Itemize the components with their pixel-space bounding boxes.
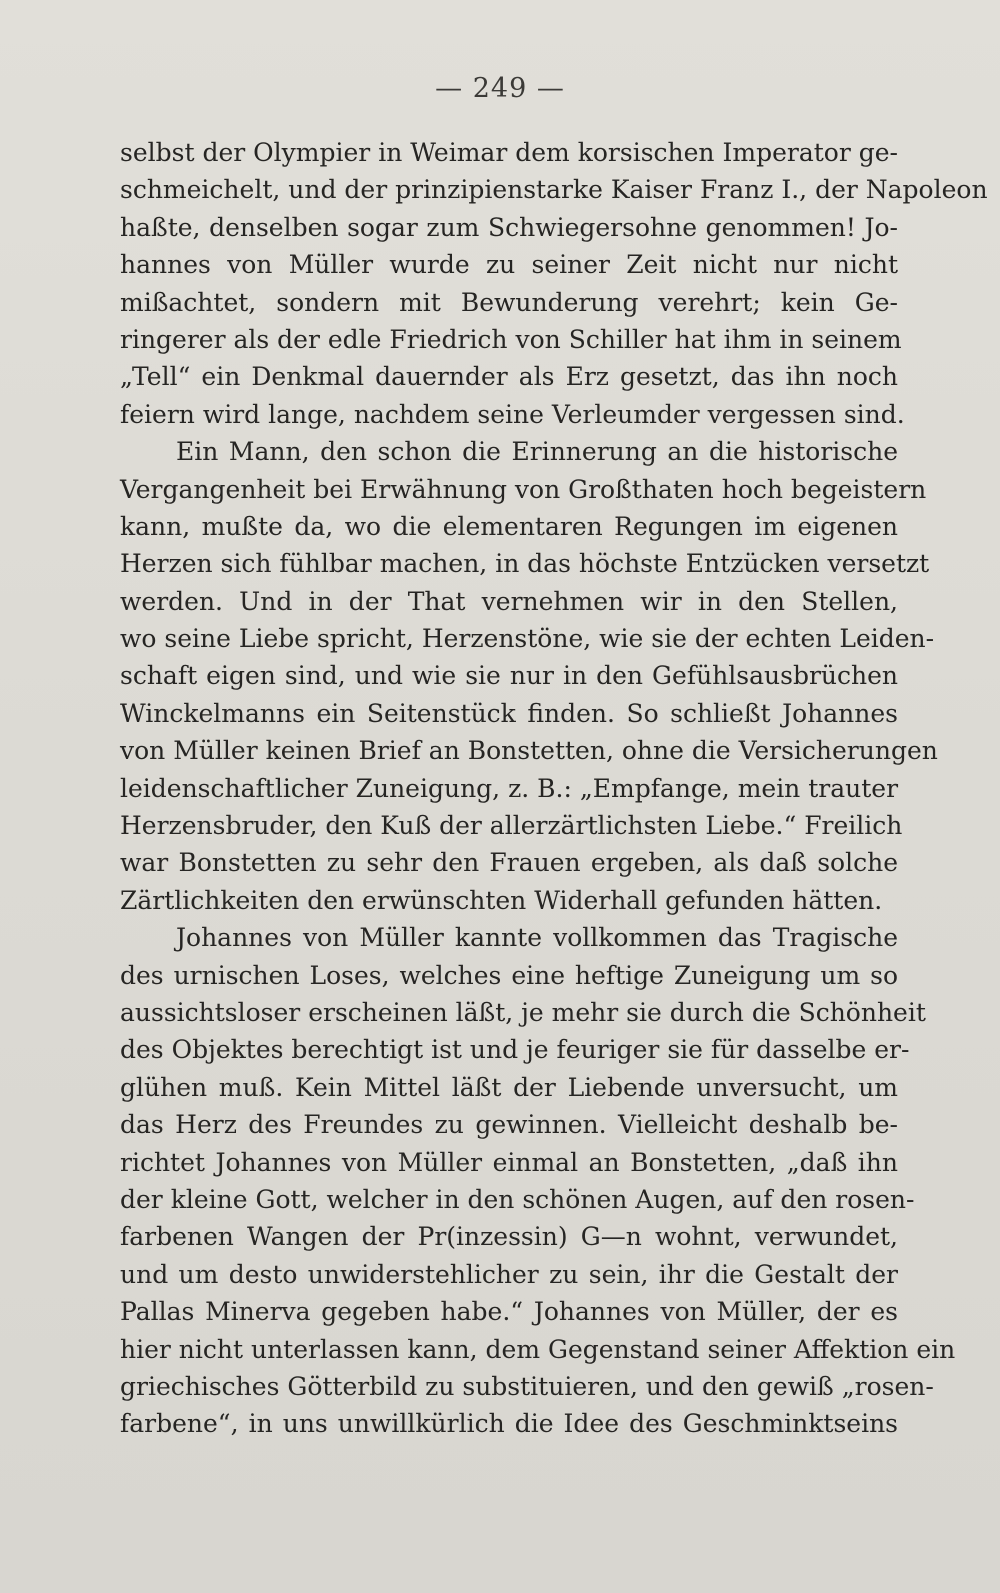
text-line: richtet Johannes von Müller einmal an Bonstetten, „daß ihn [120,1147,898,1177]
text-line: haßte, denselben sogar zum Schwiegersohne genommen! Jo- [120,212,898,242]
text-line: feiern wird lange, nachdem seine Verleumder vergessen sind. [120,399,905,429]
text-line: das Herz des Freundes zu gewinnen. Vielleicht deshalb be- [120,1110,898,1140]
text-line: selbst der Olympier in Weimar dem korsischen Imperator ge- [120,138,898,167]
text-line: Herzen sich fühlbar machen, in das höchste Entzücken versetzt [120,549,930,579]
text-line: ringerer als der edle Friedrich von Schiller hat ihm in seinem [120,324,902,354]
text-line: Winckelmanns ein Seitenstück finden. So schließt Johannes [120,698,898,728]
text-line: aussichtsloser erscheinen läßt, je mehr sie durch die Schönheit [120,997,926,1027]
text-line: von Müller keinen Brief an Bonstetten, ohne die Versicherungen [120,736,938,766]
text-line: hannes von Müller wurde zu seiner Zeit nicht nur nicht [120,250,898,280]
text-line: farbenen Wangen der Pr(inzessin) G—n wohnt, verwundet, [120,1222,898,1252]
text-line: griechisches Götterbild zu substituieren, und den gewiß „rosen- [120,1371,934,1401]
text-line: des urnischen Loses, welches eine heftige Zuneigung um so [120,960,898,990]
text-line: und um desto unwiderstehlicher zu sein, ihr die Gestalt der [120,1259,898,1289]
paragraph-first-line: Ein Mann, den schon die Erinnerung an die historische [176,437,898,467]
text-line: des Objektes berechtigt ist und je feuriger sie für dasselbe er- [120,1035,910,1065]
body-text [120,134,988,1443]
text-line: Pallas Minerva gegeben habe.“ Johannes von Müller, der es [120,1297,898,1327]
text-line: schmeichelt, und der prinzipienstarke Kaiser Franz I., der Napoleon [120,175,988,205]
text-line: mißachtet, sondern mit Bewunderung verehrt; kein Ge- [120,287,898,317]
text-line: hier nicht unterlassen kann, dem Gegenstand seiner Affektion ein [120,1334,956,1364]
page-number: — 249 — [435,73,565,104]
text-line: kann, mußte da, wo die elementaren Regungen im eigenen [120,511,898,541]
text-line: werden. Und in der That vernehmen wir in den Stellen, [120,586,898,616]
text-line: glühen muß. Kein Mittel läßt der Liebende unversucht, um [120,1072,898,1102]
paragraph-first-line: Johannes von Müller kannte vollkommen das Tragische [176,923,898,953]
text-line: schaft eigen sind, und wie sie nur in den Gefühlsausbrüchen [120,661,898,691]
text-line: „Tell“ ein Denkmal dauernder als Erz gesetzt, das ihn noch [120,362,898,392]
text-line: farbene“, in uns unwillkürlich die Idee des Geschminktseins [120,1409,898,1439]
text-line: Herzensbruder, den Kuß der allerzärtlichsten Liebe.“ Freilich [120,811,903,841]
text-line: wo seine Liebe spricht, Herzenstöne, wie sie der echten Leiden- [120,624,935,654]
text-line: Vergangenheit bei Erwähnung von Großthaten hoch begeistern [120,474,927,504]
text-line: war Bonstetten zu sehr den Frauen ergeben, als daß solche [120,848,898,878]
text-line: leidenschaftlicher Zuneigung, z. B.: „Empfange, mein trauter [120,773,899,803]
text-line: Zärtlichkeiten den erwünschten Widerhall gefunden hätten. [120,885,883,915]
text-line: der kleine Gott, welcher in den schönen Augen, auf den rosen- [120,1184,915,1214]
